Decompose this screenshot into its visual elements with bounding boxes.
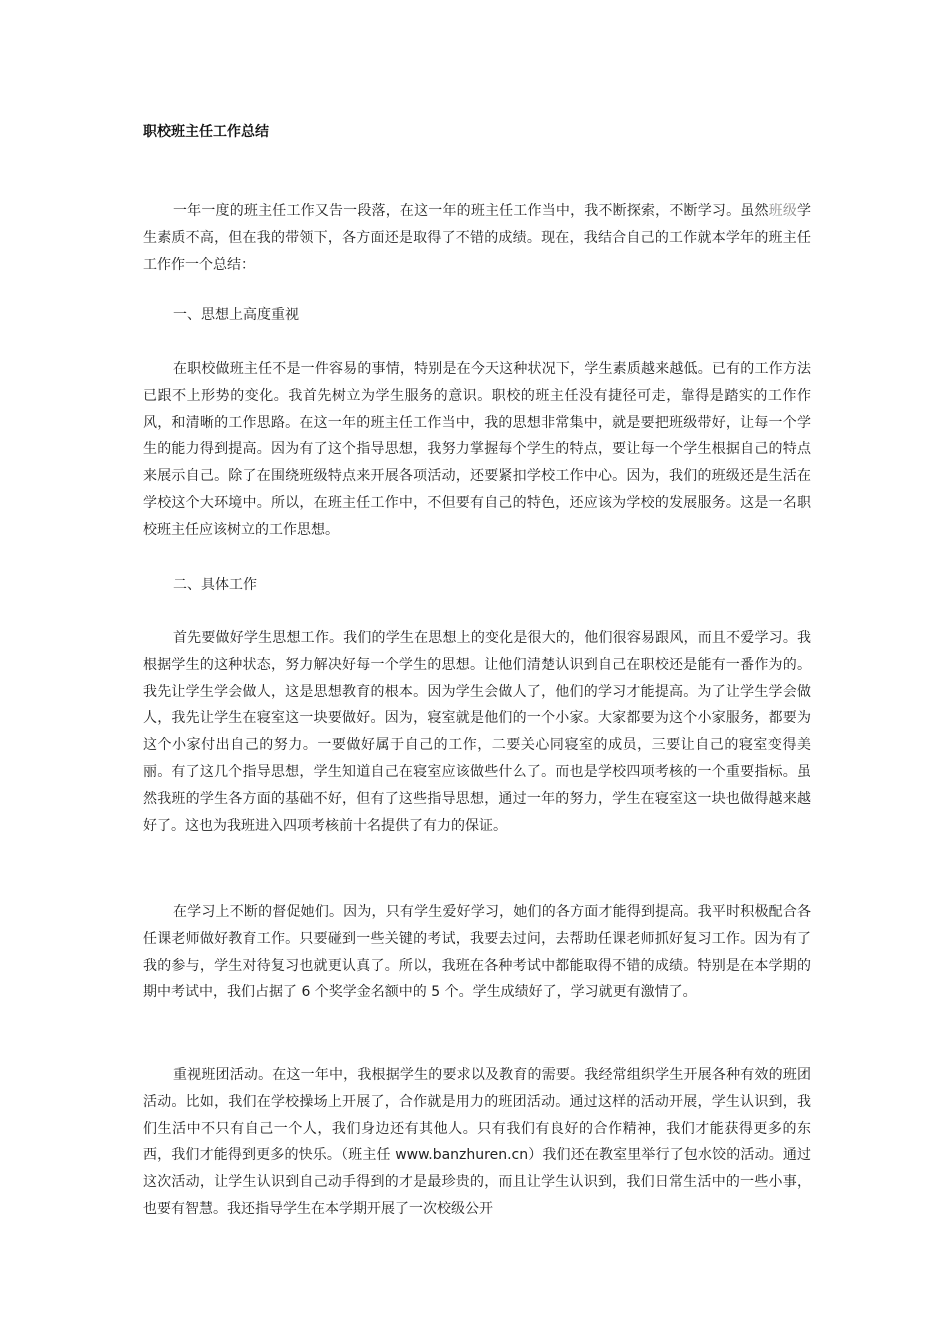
activities-text-a: 重视班团活动。在这一年中，我根据学生的要求以及教育的需要。我经常组织学生开展各种有效的班团活动。比如，我们在学校操场上开展了，合作就是用力的班团活动。通过这样的活动开展，学生认识到，我们生活中不只有自己一个人，我们身边还有其他人。只有我们有良好的合作精神，我们才能获得更多的东西，我们才能得到更多的快乐。: [143, 1067, 811, 1164]
intro-text-b: 学生素质不高，但在我的带领下，各方面还是取得了不错的成绩。现在，我结合自己的工作就本学年的班主任工作作一个总结：: [143, 203, 812, 273]
page-title: 职校班主任工作总结: [143, 124, 269, 140]
class-link[interactable]: 班级: [768, 203, 798, 219]
activities-text-b: 我们还在教室里举行了包水饺的活动。通过这次活动，让学生认识到自己动手得到的才是最珍贵的，而且让学生认识到，我们日常生活中的一些小事，也要有智慧。我还指导学生在本学期开展了一次校级公开: [143, 1147, 812, 1217]
intro-paragraph: [143, 198, 811, 278]
intro-text-a: 一年一度的班主任工作又告一段落，在这一年的班主任工作当中，我不断探索，不断学习。虽然: [173, 203, 769, 219]
paragraph-student-thoughts: 首先要做好学生思想工作。我们的学生在思想上的变化是很大的，他们很容易跟风，而且不爱学习。我根据学生的这种状态，努力解决好每一个学生的思想。让他们清楚认识到自己在职校还是能有一番作为的。我先让学生学会做人，这是思想教育的根本。因为学生会做人了，他们的学习才能提高。为了让学生学会做人，我先让学生在寝室这一块要做好。因为，寝室就是他们的一个小家。大家都要为这个小家服务，都要为这个小家付出自己的努力。一要做好属于自己的工作，二要关心同寝室的成员，三要让自己的寝室变得美丽。有了这几个指导思想，学生知道自己在寝室应该做些什么了。而也是学校四项考核的一个重要指标。虽然我班的学生各方面的基础不好，但有了这些指导思想，通过一年的努力，学生在寝室这一块也做得越来越好了。这也为我班进入四项考核前十名提供了有力的保证。: [143, 630, 811, 834]
section-heading-2: 二、具体工作: [173, 577, 257, 593]
paragraph-study: 在学习上不断的督促她们。因为，只有学生爱好学习，她们的各方面才能得到提高。我平时积极配合各任课老师做好教育工作。只要碰到一些关键的考试，我要去过问，去帮助任课老师抓好复习工作。因为有了我的参与，学生对待复习也就更认真了。所以，我班在各种考试中都能取得不错的成绩。特别是在本学期的期中考试中，我们占据了 6 个奖学金名额中的 5 个。学生成绩好了，学习就更有激情了。: [143, 904, 811, 1001]
source-citation: （班主任 www.banzhuren.cn）: [341, 1147, 543, 1164]
paragraph-class-activities: [143, 1062, 811, 1223]
section-heading-1: 一、思想上高度重视: [173, 307, 299, 323]
paragraph-thinking: 在职校做班主任不是一件容易的事情，特别是在今天这种状况下，学生素质越来越低。已有的工作方法已跟不上形势的变化。我首先树立为学生服务的意识。职校的班主任没有捷径可走，靠得是踏实的工作作风，和清晰的工作思路。在这一年的班主任工作当中，我的思想非常集中，就是要把班级带好，让每一个学生的能力得到提高。因为有了这个指导思想，我努力掌握每个学生的特点，要让每一个学生根据自己的特点来展示自己。除了在围绕班级特点来开展各项活动，还要紧扣学校工作中心。因为，我们的班级还是生活在学校这个大环境中。所以，在班主任工作中，不但要有自己的特色，还应该为学校的发展服务。这是一名职校班主任应该树立的工作思想。: [143, 361, 811, 538]
